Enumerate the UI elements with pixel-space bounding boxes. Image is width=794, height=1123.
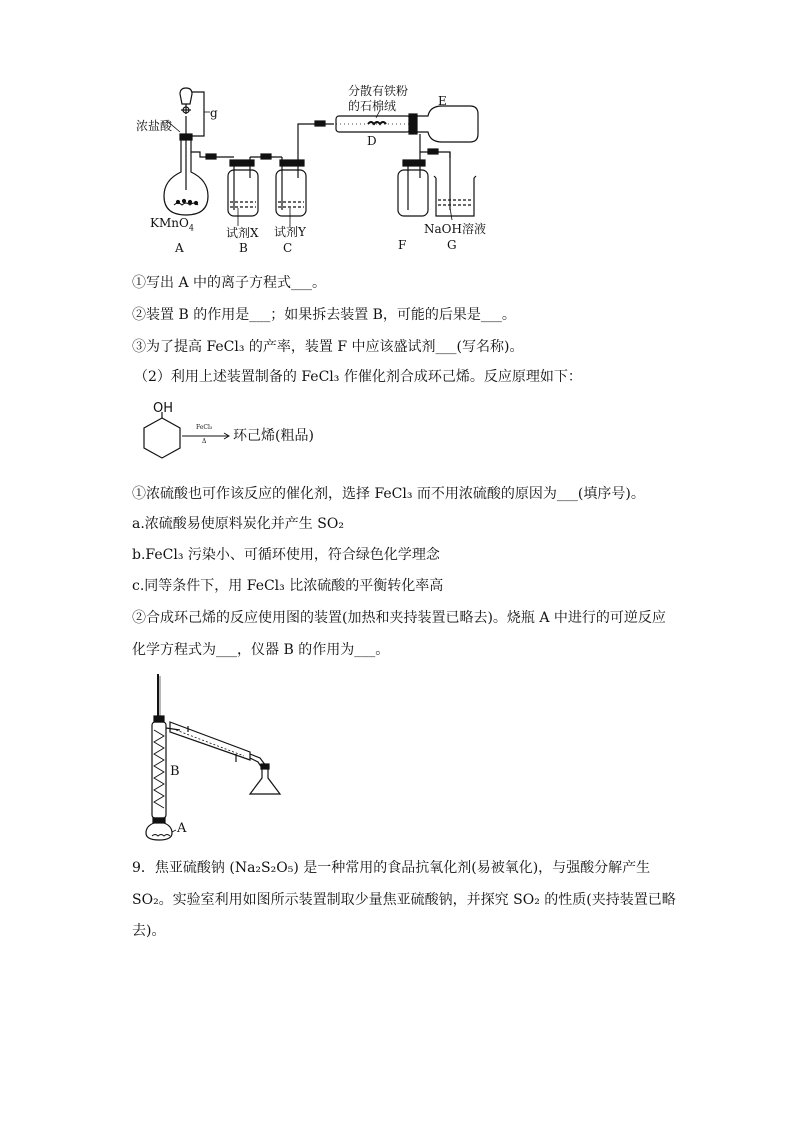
label-D: D xyxy=(367,134,377,148)
figure2-label-A: A xyxy=(177,821,187,836)
q9-line-2: SO₂。实验室利用如图所示装置制取少量焦亚硫酸钠，并探究 SO₂ 的性质(夹持装置已略 xyxy=(132,892,676,908)
q1-line-3: ③为了提高 FeCl₃ 的产率，装置 F 中应该盛试剂___(写名称)。 xyxy=(132,339,524,355)
option-b: b.FeCl₃ 污染小、可循环使用，符合绿色化学理念 xyxy=(132,547,440,563)
label-g: g xyxy=(210,106,218,120)
label-reagent-y: 试剂Y xyxy=(274,225,306,239)
apparatus-figure-2 xyxy=(140,672,300,842)
product-label: 环己烯(粗品) xyxy=(233,428,314,444)
catalyst-label: FeCl₃ xyxy=(196,424,213,431)
oh-group-label: OH xyxy=(153,401,174,416)
label-reagent-x: 试剂X xyxy=(226,226,259,240)
label-C: C xyxy=(283,241,293,255)
q2-sub-2-line-2: 化学方程式为___，仪器 B 的作用为___。 xyxy=(132,642,390,658)
option-c: c.同等条件下，用 FeCl₃ 比浓硫酸的平衡转化率高 xyxy=(132,578,444,594)
q9-line-1: 9．焦亚硫酸钠 (Na₂S₂O₅) 是一种常用的食品抗氧化剂(易被氧化)，与强酸分解产生 xyxy=(132,860,651,876)
q2-sub-2-line-1: ②合成环己烯的反应使用图的装置(加热和夹持装置已略去)。烧瓶 A 中进行的可逆反应 xyxy=(132,610,666,626)
label-B: B xyxy=(239,241,248,255)
label-G: G xyxy=(447,238,457,252)
q1-line-1: ①写出 A 中的离子方程式___。 xyxy=(132,275,327,291)
label-naoh-solution: NaOH溶液 xyxy=(424,222,486,236)
label-iron-powder-line1: 分散有铁粉 xyxy=(348,84,409,98)
q2-intro: （2）利用上述装置制备的 FeCl₃ 作催化剂合成环己烯。反应原理如下： xyxy=(134,369,582,385)
label-concentrated-hcl: 浓盐酸 xyxy=(136,119,173,133)
q2-sub-1: ①浓硫酸也可作该反应的催化剂，选择 FeCl₃ 而不用浓硫酸的原因为___(填序号)。 xyxy=(132,486,645,502)
figure2-label-B: B xyxy=(170,764,180,779)
label-iron-powder-line2: 的石棉绒 xyxy=(348,99,397,113)
heat-delta-label: Δ xyxy=(202,438,207,445)
q1-line-2: ②装置 B 的作用是___；如果拆去装置 B，可能的后果是___。 xyxy=(132,307,516,323)
option-a: a.浓硫酸易使原料炭化并产生 SO₂ xyxy=(132,516,344,532)
q9-line-3: 去)。 xyxy=(132,923,166,939)
label-kmno4: KMnO$_4$ xyxy=(150,216,194,233)
label-F: F xyxy=(398,238,407,252)
label-E: E xyxy=(438,94,447,108)
label-A: A xyxy=(175,241,184,255)
